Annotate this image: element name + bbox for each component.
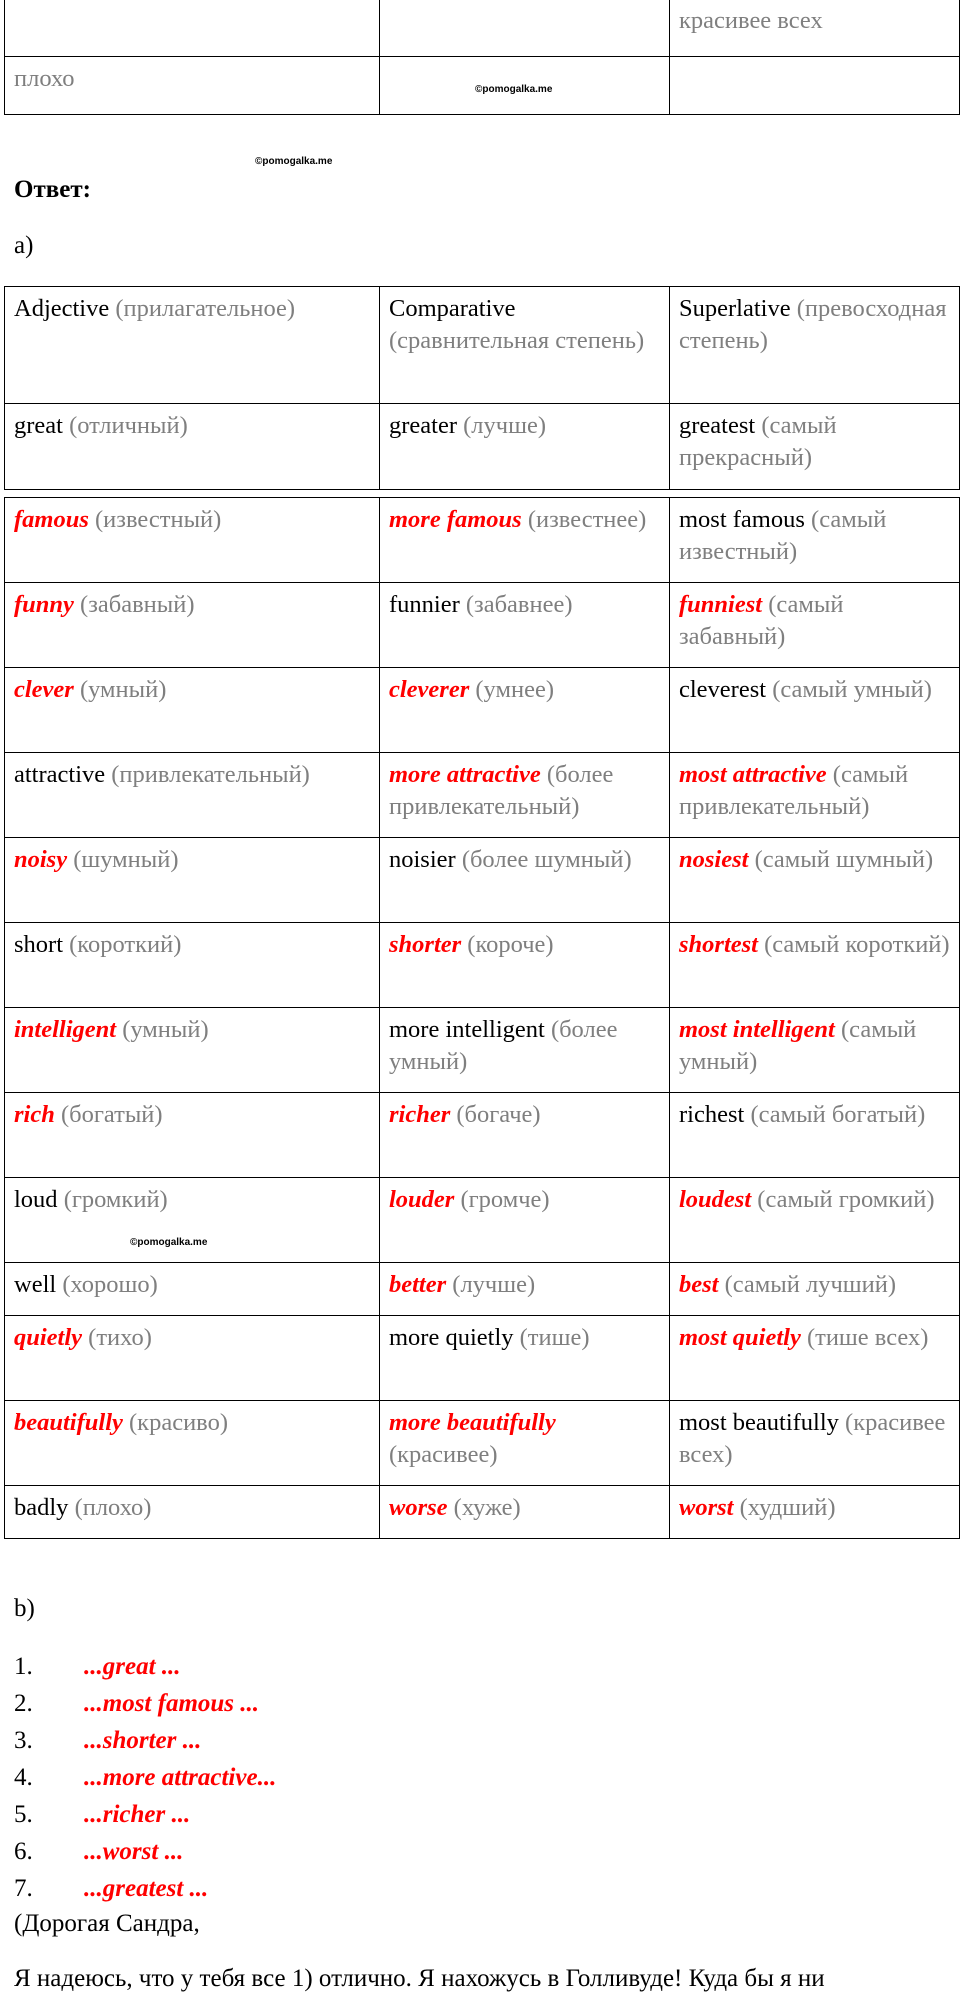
answer-word: more famous <box>389 506 522 533</box>
translation: (более привлекательный) <box>389 761 614 820</box>
list-item <box>14 1870 276 1907</box>
translation: (красивее всех) <box>679 1409 946 1468</box>
translation: (самый шумный) <box>754 846 934 873</box>
table-cell <box>380 1486 670 1539</box>
translation: (самый умный) <box>679 1016 917 1075</box>
table-cell <box>380 1401 670 1486</box>
answer-text: ...great ... <box>84 1653 181 1680</box>
given-word: well <box>14 1271 57 1298</box>
list-number: 3. <box>14 1727 33 1754</box>
answer-word: nosiest <box>679 846 749 873</box>
letter-line-1: Я надеюсь, что у тебя все 1) отлично. Я нахожусь в Голливуде! Куда бы я ни <box>14 1965 825 1992</box>
answers-list <box>14 1648 276 1907</box>
table-cell <box>670 838 960 923</box>
watermark: ©pomogalka.me <box>130 1237 208 1248</box>
table-cell <box>380 1178 670 1263</box>
given-word: cleverest <box>679 676 767 703</box>
table-cell <box>380 1008 670 1093</box>
answer-text: ...shorter ... <box>84 1727 202 1754</box>
given-word: Superlative <box>679 295 791 322</box>
table-cell <box>670 1008 960 1093</box>
translation: (плохо) <box>74 1494 152 1521</box>
given-word: short <box>14 931 63 958</box>
answer-word: quietly <box>14 1324 83 1351</box>
table-cell <box>5 1008 380 1093</box>
answer-text: ...more attractive... <box>84 1764 277 1791</box>
translation: (тихо) <box>88 1324 152 1351</box>
table-cell <box>670 0 960 57</box>
given-word: more intelligent <box>389 1016 545 1043</box>
translation: (самый богатый) <box>750 1101 926 1128</box>
translation: (отличный) <box>69 412 188 439</box>
answer-text: ...most famous ... <box>84 1690 260 1717</box>
table-row <box>5 498 960 583</box>
translation: (хуже) <box>453 1494 521 1521</box>
answer-word: most attractive <box>679 761 827 788</box>
list-number: 1. <box>14 1653 33 1680</box>
given-word: most beautifully <box>679 1409 839 1436</box>
header-table <box>4 286 960 490</box>
translation: (умный) <box>79 676 167 703</box>
translation: (хорошо) <box>62 1271 158 1298</box>
table-cell <box>670 498 960 583</box>
table-cell <box>380 1316 670 1401</box>
answer-word: beautifully <box>14 1409 123 1436</box>
translation: (привлекательный) <box>111 761 310 788</box>
table-cell <box>670 923 960 1008</box>
translation: (забавный) <box>80 591 195 618</box>
answer-word: rich <box>14 1101 55 1128</box>
list-item <box>14 1833 276 1870</box>
translation: (красивее) <box>389 1441 498 1468</box>
given-word: richest <box>679 1101 745 1128</box>
translation: (превосходная степень) <box>679 295 947 354</box>
list-number: 5. <box>14 1801 33 1828</box>
answer-word: worse <box>389 1494 448 1521</box>
list-number: 7. <box>14 1875 33 1902</box>
list-item <box>14 1759 276 1796</box>
section-b-label: b) <box>14 1595 35 1622</box>
table-cell <box>380 923 670 1008</box>
table-row <box>5 287 960 404</box>
table-row <box>5 583 960 668</box>
translation: (самый привлекательный) <box>679 761 909 820</box>
watermark: ©pomogalka.me <box>255 156 333 167</box>
answer-word: most intelligent <box>679 1016 835 1043</box>
table-cell <box>380 583 670 668</box>
translation: (короче) <box>467 931 554 958</box>
table-cell <box>670 404 960 490</box>
given-word: funnier <box>389 591 460 618</box>
table-cell <box>5 0 380 57</box>
answer-word: shortest <box>679 931 758 958</box>
table-cell <box>5 668 380 753</box>
answer-word: louder <box>389 1186 455 1213</box>
table-cell <box>670 1263 960 1316</box>
degrees-table <box>4 497 960 1539</box>
given-word: more quietly <box>389 1324 514 1351</box>
table-row <box>5 1178 960 1263</box>
table-cell <box>5 1178 380 1263</box>
answer-word: best <box>679 1271 719 1298</box>
table-cell <box>380 838 670 923</box>
letter-greeting: (Дорогая Сандра, <box>14 1910 200 1937</box>
answer-word: cleverer <box>389 676 470 703</box>
table-cell <box>380 404 670 490</box>
table-cell <box>5 838 380 923</box>
table-cell <box>380 287 670 404</box>
table-cell <box>380 668 670 753</box>
list-number: 6. <box>14 1838 33 1865</box>
translation: (короткий) <box>69 931 182 958</box>
answer-word: richer <box>389 1101 451 1128</box>
translation: (известнее) <box>527 506 647 533</box>
list-item <box>14 1685 276 1722</box>
translation: (более умный) <box>389 1016 618 1075</box>
answer-heading: Ответ: <box>14 176 91 203</box>
translation: плохо <box>14 65 75 92</box>
answer-word: shorter <box>389 931 462 958</box>
translation: (богатый) <box>60 1101 163 1128</box>
table-row <box>5 1316 960 1401</box>
table-cell <box>5 1316 380 1401</box>
table-row <box>5 1093 960 1178</box>
translation: (сравнительная степень) <box>389 327 645 354</box>
table-row <box>5 1263 960 1316</box>
given-word: great <box>14 412 63 439</box>
table-cell <box>670 668 960 753</box>
given-word: noisier <box>389 846 456 873</box>
table-cell <box>380 753 670 838</box>
translation: (самый забавный) <box>679 591 844 650</box>
given-word: most famous <box>679 506 805 533</box>
table-cell <box>5 753 380 838</box>
answer-word: worst <box>679 1494 734 1521</box>
answer-word: better <box>389 1271 447 1298</box>
translation: (тише всех) <box>806 1324 929 1351</box>
translation: (самый известный) <box>679 506 887 565</box>
translation: (известный) <box>95 506 222 533</box>
answer-text: ...richer ... <box>84 1801 191 1828</box>
answer-word: intelligent <box>14 1016 117 1043</box>
translation: (самый умный) <box>772 676 932 703</box>
table-cell <box>380 1093 670 1178</box>
table-cell <box>380 1263 670 1316</box>
list-item <box>14 1722 276 1759</box>
table-cell <box>670 1178 960 1263</box>
translation: (богаче) <box>456 1101 541 1128</box>
answer-word: funniest <box>679 591 763 618</box>
translation: (самый громкий) <box>757 1186 935 1213</box>
table-cell <box>5 404 380 490</box>
table-row <box>5 0 960 57</box>
translation: (более шумный) <box>461 846 632 873</box>
answer-word: noisy <box>14 846 68 873</box>
translation: (громкий) <box>63 1186 168 1213</box>
table-row <box>5 1486 960 1539</box>
table-cell <box>670 1316 960 1401</box>
answer-word: funny <box>14 591 74 618</box>
section-a-label: a) <box>14 232 34 259</box>
translation: (лучше) <box>463 412 546 439</box>
answer-word: clever <box>14 676 74 703</box>
table-cell <box>5 1401 380 1486</box>
top-table <box>4 0 960 115</box>
given-word: Adjective <box>14 295 110 322</box>
translation: (прилагательное) <box>115 295 296 322</box>
translation: (забавнее) <box>465 591 573 618</box>
table-cell <box>670 57 960 115</box>
answer-text: ...worst ... <box>84 1838 184 1865</box>
table-cell <box>5 923 380 1008</box>
answer-word: famous <box>14 506 89 533</box>
list-number: 4. <box>14 1764 33 1791</box>
given-word: attractive <box>14 761 106 788</box>
translation: (самый лучший) <box>724 1271 897 1298</box>
table-cell <box>5 583 380 668</box>
given-word: greater <box>389 412 457 439</box>
translation: (умнее) <box>475 676 554 703</box>
table-row <box>5 838 960 923</box>
translation: (тише) <box>519 1324 590 1351</box>
translation: (самый короткий) <box>764 931 950 958</box>
table-cell <box>380 498 670 583</box>
table-cell <box>670 1401 960 1486</box>
table-cell <box>5 1486 380 1539</box>
table-row <box>5 753 960 838</box>
answer-word: most quietly <box>679 1324 801 1351</box>
table-row <box>5 404 960 490</box>
table-cell <box>670 583 960 668</box>
translation: (умный) <box>122 1016 209 1043</box>
table-cell <box>5 57 380 115</box>
list-number: 2. <box>14 1690 33 1717</box>
table-cell <box>5 1093 380 1178</box>
table-row <box>5 923 960 1008</box>
table-row <box>5 668 960 753</box>
translation: (самый прекрасный) <box>679 412 837 471</box>
table-cell <box>670 753 960 838</box>
given-word: loud <box>14 1186 58 1213</box>
answer-word: more attractive <box>389 761 541 788</box>
given-word: badly <box>14 1494 69 1521</box>
watermark: ©pomogalka.me <box>475 84 553 95</box>
table-cell <box>5 287 380 404</box>
table-cell <box>670 1093 960 1178</box>
table-cell <box>670 287 960 404</box>
translation: красивее всех <box>679 7 823 34</box>
translation: (громче) <box>460 1186 550 1213</box>
table-cell <box>5 498 380 583</box>
table-row <box>5 1401 960 1486</box>
list-item <box>14 1648 276 1685</box>
answer-text: ...greatest ... <box>84 1875 209 1902</box>
list-item <box>14 1796 276 1833</box>
table-cell <box>5 1263 380 1316</box>
translation: (худший) <box>739 1494 836 1521</box>
table-cell <box>380 0 670 57</box>
answer-word: loudest <box>679 1186 752 1213</box>
translation: (лучше) <box>452 1271 536 1298</box>
translation: (шумный) <box>73 846 179 873</box>
given-word: greatest <box>679 412 756 439</box>
translation: (красиво) <box>129 1409 228 1436</box>
answer-word: more beautifully <box>389 1409 556 1436</box>
table-cell <box>670 1486 960 1539</box>
table-row <box>5 1008 960 1093</box>
given-word: Comparative <box>389 295 516 322</box>
